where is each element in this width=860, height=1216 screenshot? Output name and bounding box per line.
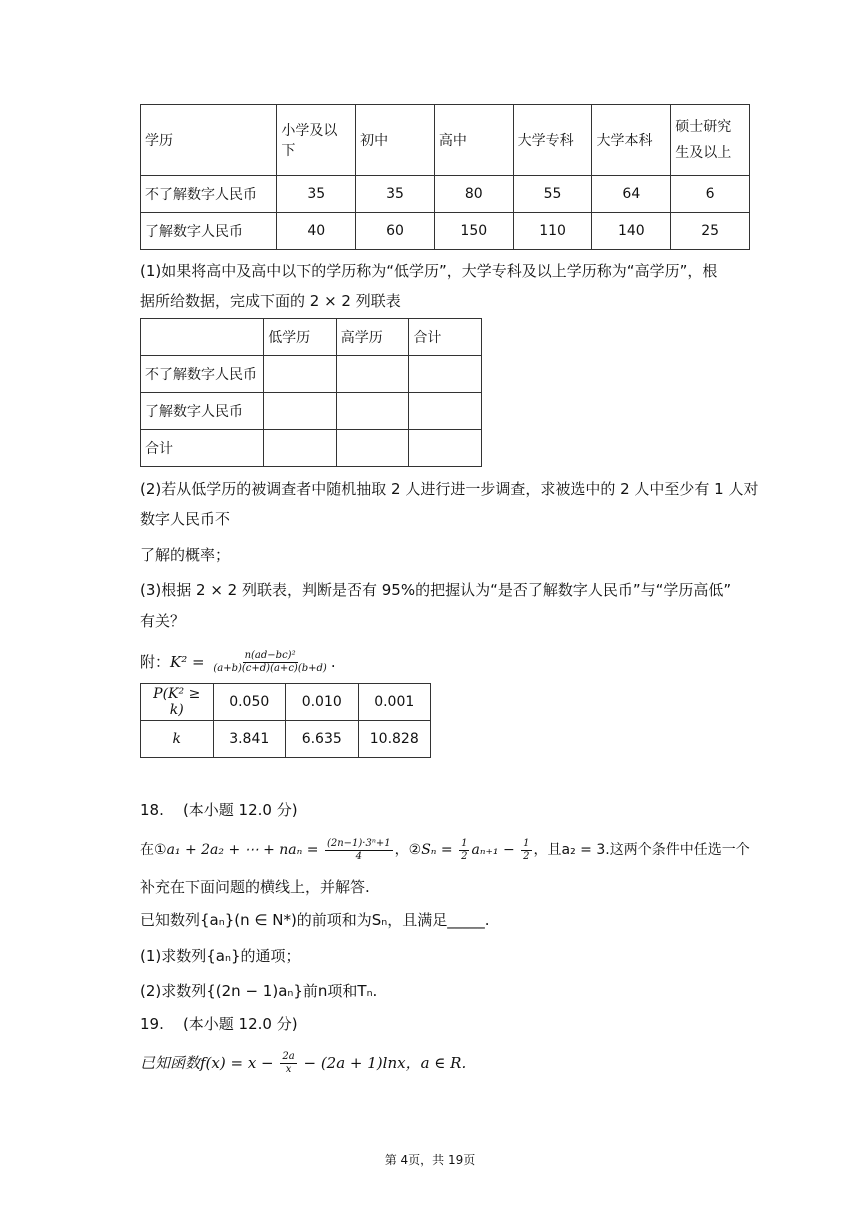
table-row: [141, 213, 750, 250]
fraction-numerator: 1: [461, 837, 468, 849]
function-prefix: 已知函数f(x) = x −: [140, 1054, 279, 1072]
question-18-line-2: 补充在下面问题的横线上，并解答.: [140, 878, 370, 896]
function-fraction: [280, 1051, 296, 1076]
question-19-function: [140, 1047, 466, 1079]
header-cell: 初中: [356, 105, 435, 176]
table-row: [141, 430, 482, 467]
question-18-line-3: 已知数列{aₙ}(n ∈ N*)的前项和为Sₙ，且满足_____.: [140, 911, 490, 929]
table-cell: 140: [592, 213, 671, 250]
formula-fraction: [211, 650, 328, 675]
formula-denominator: (a+b)(c+d)(a+c)(b+d): [213, 663, 327, 674]
education-survey-table: [140, 104, 750, 250]
empty-cell: [264, 430, 337, 467]
question-number: 18.: [140, 801, 164, 819]
empty-cell: [336, 393, 409, 430]
table-cell: 40: [277, 213, 356, 250]
header-cell: 高学历: [336, 319, 409, 356]
header-cell: 硕士研究生及以上: [671, 105, 750, 176]
question-1-line-2: 据所给数据，完成下面的 2 × 2 列联表: [140, 292, 401, 310]
question-2-line-3: 了解的概率；: [140, 546, 231, 564]
table-row: [141, 176, 750, 213]
table-row: [141, 356, 482, 393]
question-1-line-1: (1)如果将高中及高中以下的学历称为“低学历”，大学专科及以上学历称为“高学历”，根: [140, 262, 718, 280]
table-cell: 0.010: [286, 684, 359, 721]
condition-2-fraction-1: [459, 838, 469, 863]
question-3-line-1: (3)根据 2 × 2 列联表，判断是否有 95%的把握认为“是否了解数字人民币”与“学历高低”: [140, 581, 732, 599]
function-suffix: − (2a + 1)lnx，a ∈ R.: [298, 1054, 467, 1072]
table-header-row: [141, 319, 482, 356]
empty-cell: [264, 393, 337, 430]
table-cell: k: [141, 721, 214, 758]
row-label: 合计: [141, 430, 264, 467]
header-cell: 低学历: [264, 319, 337, 356]
table-row: [141, 393, 482, 430]
question-18-heading: [140, 800, 298, 820]
fraction-denominator: 2: [461, 850, 468, 862]
table-cell: 80: [434, 176, 513, 213]
header-cell: 学历: [141, 105, 277, 176]
table-cell: 25: [671, 213, 750, 250]
fraction-denominator: x: [285, 1064, 292, 1075]
question-18-part-2: (2)求数列{(2n − 1)aₙ}前n项和Tₙ.: [140, 982, 378, 1000]
question-score: (本小题 12.0 分): [182, 801, 298, 819]
header-cell: 大学专科: [513, 105, 592, 176]
question-3-line-2: 有关？: [140, 612, 186, 630]
question-19-heading: [140, 1014, 298, 1034]
formula-suffix: .: [330, 653, 336, 671]
table-cell: 150: [434, 213, 513, 250]
appendix-formula: [140, 646, 336, 678]
question-score: (本小题 12.0 分): [182, 1015, 298, 1033]
fraction-numerator: 2a: [282, 1051, 295, 1062]
empty-cell: [336, 430, 409, 467]
table-cell: 0.001: [358, 684, 431, 721]
question-number: 19.: [140, 1015, 164, 1033]
row-label: 了解数字人民币: [141, 213, 277, 250]
condition-2-fraction-2: [521, 838, 531, 863]
critical-value-table: [140, 683, 431, 758]
table-row: [141, 684, 431, 721]
table-cell: 35: [277, 176, 356, 213]
fraction-numerator: 1: [523, 837, 530, 849]
table-cell: 3.841: [213, 721, 286, 758]
question-2-line-2: 数字人民币不: [140, 510, 231, 528]
condition-1-fraction: [325, 838, 393, 863]
empty-cell: [409, 356, 482, 393]
table-cell: 60: [356, 213, 435, 250]
table-cell: 35: [356, 176, 435, 213]
row-label: 不了解数字人民币: [141, 176, 277, 213]
empty-cell: [409, 393, 482, 430]
page-footer: 第 4页，共 19页: [384, 1153, 476, 1167]
row-label: 不了解数字人民币: [141, 356, 264, 393]
empty-cell: [336, 356, 409, 393]
header-cell: 高中: [434, 105, 513, 176]
row-label: 了解数字人民币: [141, 393, 264, 430]
condition-2-lhs: Sₙ =: [421, 842, 458, 858]
header-cell: [141, 319, 264, 356]
header-cell: 合计: [409, 319, 482, 356]
condition-2-middle: aₙ₊₁ −: [471, 842, 520, 858]
formula-numerator: n(ad−bc)²: [244, 650, 296, 661]
table-header-row: [141, 105, 750, 176]
appendix-prefix: 附：: [140, 653, 171, 671]
table-row: [141, 721, 431, 758]
formula-lhs: K² =: [170, 653, 210, 671]
condition-prefix: 在①: [140, 842, 167, 858]
table-cell: P(K² ≥ k): [141, 684, 214, 721]
header-cell: 小学及以下: [277, 105, 356, 176]
contingency-table: [140, 318, 482, 467]
condition-1-lhs: a₁ + 2a₂ + ⋯ + naₙ =: [166, 842, 323, 858]
table-cell: 64: [592, 176, 671, 213]
condition-tail: ，且a₂ = 3.这两个条件中任选一个: [533, 842, 750, 858]
fraction-denominator: 2: [523, 850, 530, 862]
empty-cell: [264, 356, 337, 393]
fraction-numerator: (2n−1)·3ⁿ+1: [326, 837, 391, 849]
table-cell: 6: [671, 176, 750, 213]
header-cell: 大学本科: [592, 105, 671, 176]
empty-cell: [409, 430, 482, 467]
table-cell: 10.828: [358, 721, 431, 758]
question-2-line-1: (2)若从低学历的被调查者中随机抽取 2 人进行进一步调查，求被选中的 2 人中至少有 1 人对: [140, 480, 759, 498]
table-cell: 6.635: [286, 721, 359, 758]
table-cell: 0.050: [213, 684, 286, 721]
question-18-part-1: (1)求数列{aₙ}的通项；: [140, 947, 301, 965]
table-cell: 110: [513, 213, 592, 250]
condition-separator: ，②: [394, 842, 422, 858]
table-cell: 55: [513, 176, 592, 213]
question-18-conditions: [140, 834, 750, 866]
fraction-denominator: 4: [355, 850, 362, 862]
